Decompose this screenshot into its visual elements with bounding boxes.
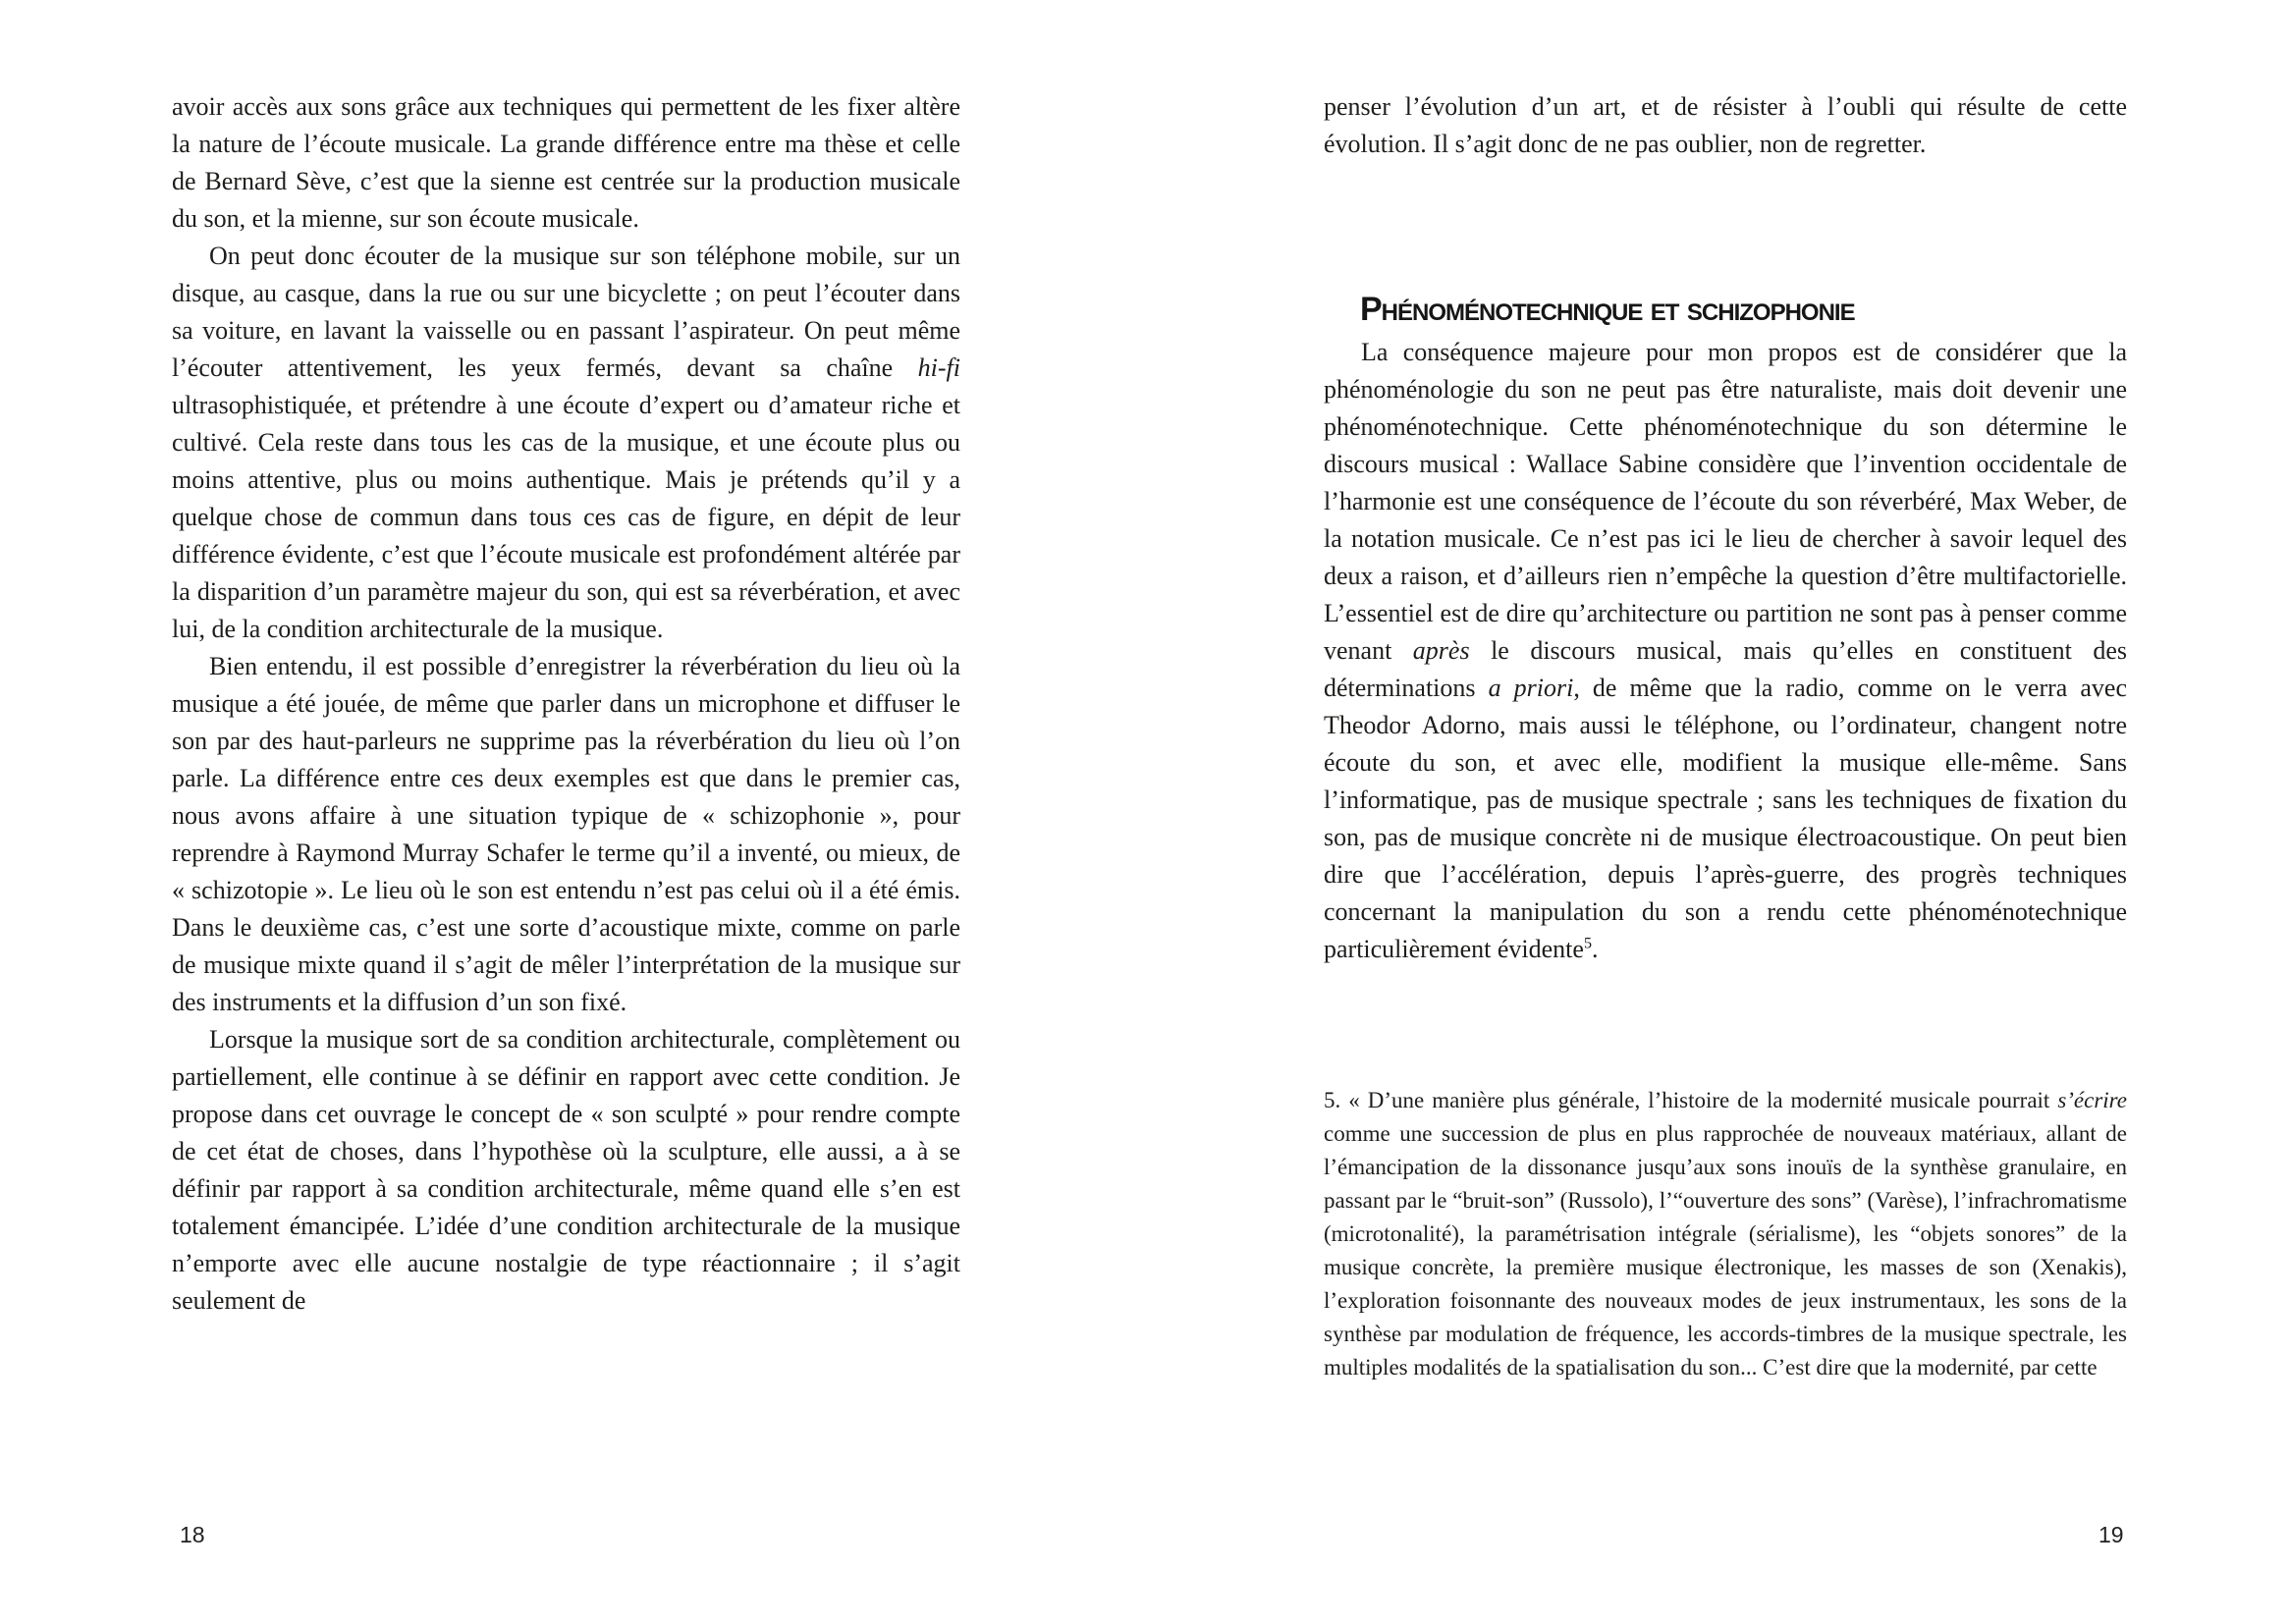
left-paragraph-continuation: avoir accès aux sons grâce aux techniques qui permettent de les fixer altère la nature de l’écoute musicale. La grande différence entre ma thèse et celle de Bernard Sève, c’est que la sienne est centrée sur la production musicale du son, et la mienne, sur son écoute musicale.	[172, 92, 960, 233]
page-number-left: 18	[180, 1522, 205, 1547]
left-page-text-block	[172, 88, 960, 1320]
left-paragraph-schizophonie: Bien entendu, il est possible d’enregistrer la réverbération du lieu où la musique a été jouée, de même que parler dans un microphone et diffuser le son par des haut-parleurs ne supprime pas la réverbération du lieu où l’on parle. La différence entre ces deux exemples est que dans le premier cas, nous avons affaire à une situation typique de « schizophonie », pour reprendre à Raymond Murray Schafer le terme qu’il a inventé, ou mieux, de « schizotopie ». Le lieu où le son est entendu n’est pas celui où il a été émis. Dans le deuxième cas, c’est une sorte d’acoustique mixte, comme on parle de musique mixte quand il s’agit de mêler l’interprétation de la musique sur des instruments et la diffusion d’un son fixé.	[172, 652, 960, 1016]
right-paragraph-body: La conséquence majeure pour mon propos est de considérer que la phénoménologie du son ne peut pas être naturaliste, mais doit devenir une phénoménotechnique. Cette phénoménotechnique du son détermine le discours musical : Wallace Sabine considère que l’invention occidentale de l’harmonie est une conséquence de l’écoute du son réverbéré, Max Weber, de la notation musicale. Ce n’est pas ici le lieu de chercher à savoir lequel des deux a raison, et d’ailleurs rien n’empêche la question d’être multifactorielle. L’essentiel est de dire qu’architecture ou partition ne sont pas à penser comme venant après le discours musical, mais qu’elles en constituent des déterminations a priori, de même que la radio, comme on le verra avec Theodor Adorno, mais aussi le téléphone, ou l’ordinateur, changent notre écoute du son, et avec elle, modifient la musique elle-même. Sans l’informatique, pas de musique spectrale ; sans les techniques de fixation du son, pas de musique concrète ni de musique électroacoustique. On peut bien dire que l’accélération, depuis l’après-guerre, des progrès techniques concernant la manipulation du son a rendu cette phénoménotechnique particulièrement évidente$^5$.	[1324, 338, 2128, 963]
left-paragraph-son-sculpte: Lorsque la musique sort de sa condition architecturale, complètement ou partiellement, elle continue à se définir en rapport avec cette condition. Je propose dans cet ouvrage le concept de « son sculpté » pour rendre compte de cet état de choses, dans l’hypothèse où la sculpture, elle aussi, a à se définir par rapport à sa condition architecturale, même quand elle s’en est totalement émancipée. L’idée d’une condition architecturale de la musique n’emporte avec elle aucune nostalgie de type réactionnaire ; il s’agit seulement de	[172, 1025, 960, 1315]
right-paragraph-intro: penser l’évolution d’un art, et de résister à l’oubli qui résulte de cette évolution. Il s’agit donc de ne pas oublier, non de regretter.	[1324, 92, 2127, 158]
footnote-5: 5. « D’une manière plus générale, l’histoire de la modernité musicale pourrait s’écrire comme une succession de plus en plus rapprochée de nouveaux matériaux, allant de l’émancipation de la dissonance jusqu’aux sons inouïs de la synthèse granulaire, en passant par le “bruit-son” (Russolo), l’“ouverture des sons” (Varèse), l’infrachromatisme (microtonalité), la paramétrisation intégrale (sérialisme), les “objets sonores” de la musique concrète, la première musique électronique, les masses de son (Xenakis), l’exploration foisonnante des nouveaux modes de jeux instrumentaux, les sons de la synthèse par modulation de fréquence, les accords-timbres de la musique spectrale, les multiples modalités de la spatialisation du son... C’est dire que la modernité, par cette	[1324, 1088, 2127, 1380]
right-page-text-block	[1324, 88, 2127, 1384]
left-paragraph-ecouter: On peut donc écouter de la musique sur son téléphone mobile, sur un disque, au casque, dans la rue ou sur une bicyclette ; on peut l’écouter dans sa voiture, en lavant la vaisselle ou en passant l’aspirateur. On peut même l’écouter attentivement, les yeux fermés, devant sa chaîne hi-fi ultrasophistiquée, et prétendre à une écoute d’expert ou d’amateur riche et cultivé. Cela reste dans tous les cas de la musique, et une écoute plus ou moins attentive, plus ou moins authentique. Mais je prétends qu’il y a quelque chose de commun dans tous ces cas de figure, en dépit de leur différence évidente, c’est que l’écoute musicale est profondément altérée par la disparition d’un paramètre majeur du son, qui est sa réverbération, et avec lui, de la condition architecturale de la musique.	[172, 242, 960, 643]
section-heading: Phénoménotechnique et schizophonie	[1360, 291, 1855, 328]
page-number-right: 19	[2098, 1522, 2124, 1547]
